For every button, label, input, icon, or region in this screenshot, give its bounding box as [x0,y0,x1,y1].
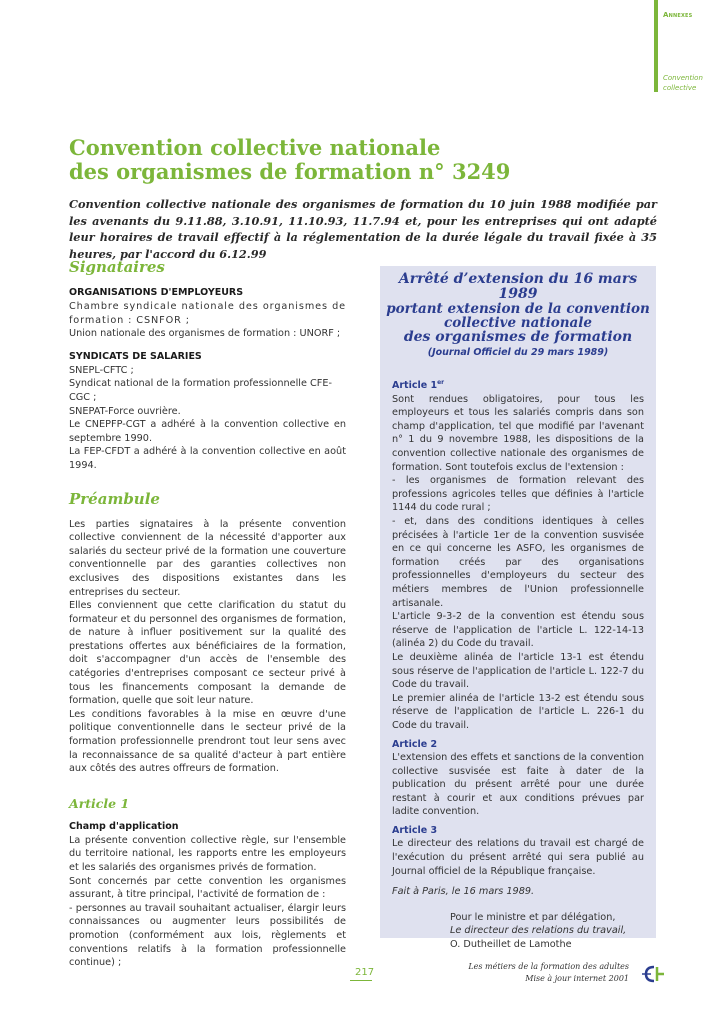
arrete-article3-text: Le directeur des relations du travail est chargé de l'exécution du présent arrêté qui sera publié au Journal officiel de la République française. [392,838,644,877]
journal-reference: (Journal Officiel du 29 mars 1989) [427,347,609,358]
arrete-title [380,272,656,345]
footer-line: Les métiers de la formation des adultes [468,962,629,971]
signature-name: O. Dutheillet de Lamothe [450,939,572,951]
salarie-item: La FEP-CFDT a adhéré à la convention collective en août 1994. [69,446,346,471]
salarie-item: SNEPL-CFTC ; [69,364,134,376]
arrete-article2-text: L'extension des effets et sanctions de la convention collective susvisée est faite à dater de la publication du présent arrêté pour une durée restant à courir et aux conditions prévues par ladite convention. [392,752,644,818]
side-note-line: Convention [663,74,703,82]
employeur-item: Chambre syndicale nationale des organismes de formation : CSNFOR ; [69,301,346,326]
publisher-logo-icon [642,963,668,985]
salarie-item: Le CNEPFP-CGT a adhéré à la convention collective en septembre 1990. [69,419,346,444]
article1-paragraph: - personnes au travail souhaitant actualiser, élargir leurs connaissances ou augmenter leurs possibilités de promotion (conformément aux lois, règlements et conventions relatifs à la formation professionnelle continue) ; [69,902,346,969]
signature-line: Le directeur des relations du travail, [450,925,627,937]
article1-heading: Article 1 [69,795,130,811]
left-column [69,258,346,970]
arrete-paragraph: Le premier alinéa de l'article 13-2 est étendu sous réserve de l'application de l'article L. 226-1 du Code du travail. [392,692,644,731]
article1-subheading: Champ d'application [69,820,179,832]
arrete-title-line: collective nationale [444,315,592,331]
salarie-item: Syndicat national de la formation professionnelle CFE-CGC ; [69,378,332,403]
arrete-article2-heading: Article 2 [392,738,438,750]
article1-paragraph: La présente convention collective règle, sur l'ensemble du territoire national, les rapports entre les employeurs et les salariés des organismes privés de formation. [69,834,346,873]
arrete-title-line: portant extension de la convention [386,301,650,317]
footer-line: Mise à jour internet 2001 [525,974,629,983]
intro-paragraph: Convention collective nationale des organismes de formation du 10 juin 1988 modifiée par les avenants du 9.11.88, 3.10.91, 11.10.93, 11.7.94 et, pour les entreprises qui ont adapté leur horaires de travail effectif à la réglementation de la durée légale du travail fixée à 35 heures, par l'accord du 6.12.99 [69,197,657,261]
title-line: des organismes de formation n° 3249 [69,159,511,184]
arrete-paragraph: Sont rendues obligatoires, pour tous les employeurs et tous les salariés compris dans son champ d'application, tel que modifié par l'avenant n° 1 du 9 novembre 1988, les dispositions de la convention collective nationale des organismes de formation. Sont toutefois exclus de l'extension : [392,393,644,473]
preambule-paragraph: Les conditions favorables à la mise en œuvre d'une politique conventionnelle dans le secteur privé de la formation professionnelle prendront tout leur sens avec la reconnaissance de sa qualité d'acteur à part entière aux côtés des autres offreurs de formation. [69,708,346,775]
side-note-line: collective [663,84,697,92]
signataires-heading: Signataires [69,258,165,276]
signature-line: Pour le ministre et par délégation, [450,911,616,923]
preambule-heading: Préambule [69,489,160,508]
preambule-paragraph: Elles conviennent que cette clarification du statut du formateur et du personnel des organismes de formation, de nature à influer positivement sur la qualité des prestations offertes aux bénéficiaires de la formation, doit s'accompagner d'un accès de l'ensemble des catégories d'entreprises composant ce secteur privé à tous les financements composant la demande de formation, quelle que soit leur nature. [69,600,346,707]
arrete-article1-label: Article 1 [392,380,438,392]
page-number: 217 [355,967,375,978]
arrete-article3-heading: Article 3 [392,824,438,836]
signature-block [450,911,644,952]
preambule-paragraph: Les parties signataires à la présente convention collective conviennent de la nécessité d'apporter aux salariés du secteur privé de la formation une couverture conventionnelle par des garanties collectives non exclusives des dispositions existantes dans les entreprises du secteur. [69,518,346,598]
arrete-date: Fait à Paris, le 16 mars 1989. [392,886,535,898]
arrete-paragraph: L'article 9-3-2 de la convention est étendu sous réserve de l'application de l'article L. 122-14-13 (alinéa 2) du Code du travail. [392,611,644,650]
article1-paragraph: Sont concernés par cette convention les organismes assurant, à titre principal, l'activité de formation de : [69,875,346,901]
arrete-title-line: des organismes de formation [403,329,633,345]
header-accent-bar [654,0,658,92]
salaries-heading: SYNDICATS DE SALARIES [69,350,202,362]
page-number-underline [350,980,372,981]
arrete-paragraph: Le deuxième alinéa de l'article 13-1 est étendu sous réserve de l'application de l'article L. 122-7 du Code du travail. [392,651,644,691]
employeur-item: Union nationale des organismes de formation : UNORF ; [69,328,341,340]
section-label: Annexes [663,11,693,19]
side-note [663,73,721,93]
arrete-title-line: Arrêté d’extension du 16 mars 1989 [398,271,638,302]
footer-note [462,961,629,985]
arrete-paragraph: - et, dans des conditions identiques à celles précisées à l'article 1er de la convention susvisée en ce qui concerne les ASFO, les organismes de formation créés par des organisations professionnelles d'employeurs du secteur des métiers membres de l'Union professionnelle artisanale. [392,516,644,609]
page-title [69,136,629,184]
arrete-article1-sup: er [437,379,445,386]
arrete-box [380,266,656,951]
arrete-paragraph: - les organismes de formation relevant des professions agricoles telles que définies à l'article 1144 du code rural ; [392,475,644,514]
salarie-item: SNEPAT-Force ouvrière. [69,405,181,417]
employeurs-heading: ORGANISATIONS D'EMPLOYEURS [69,287,244,298]
arrete-article1-heading [392,376,644,393]
title-line: Convention collective nationale [69,135,441,160]
